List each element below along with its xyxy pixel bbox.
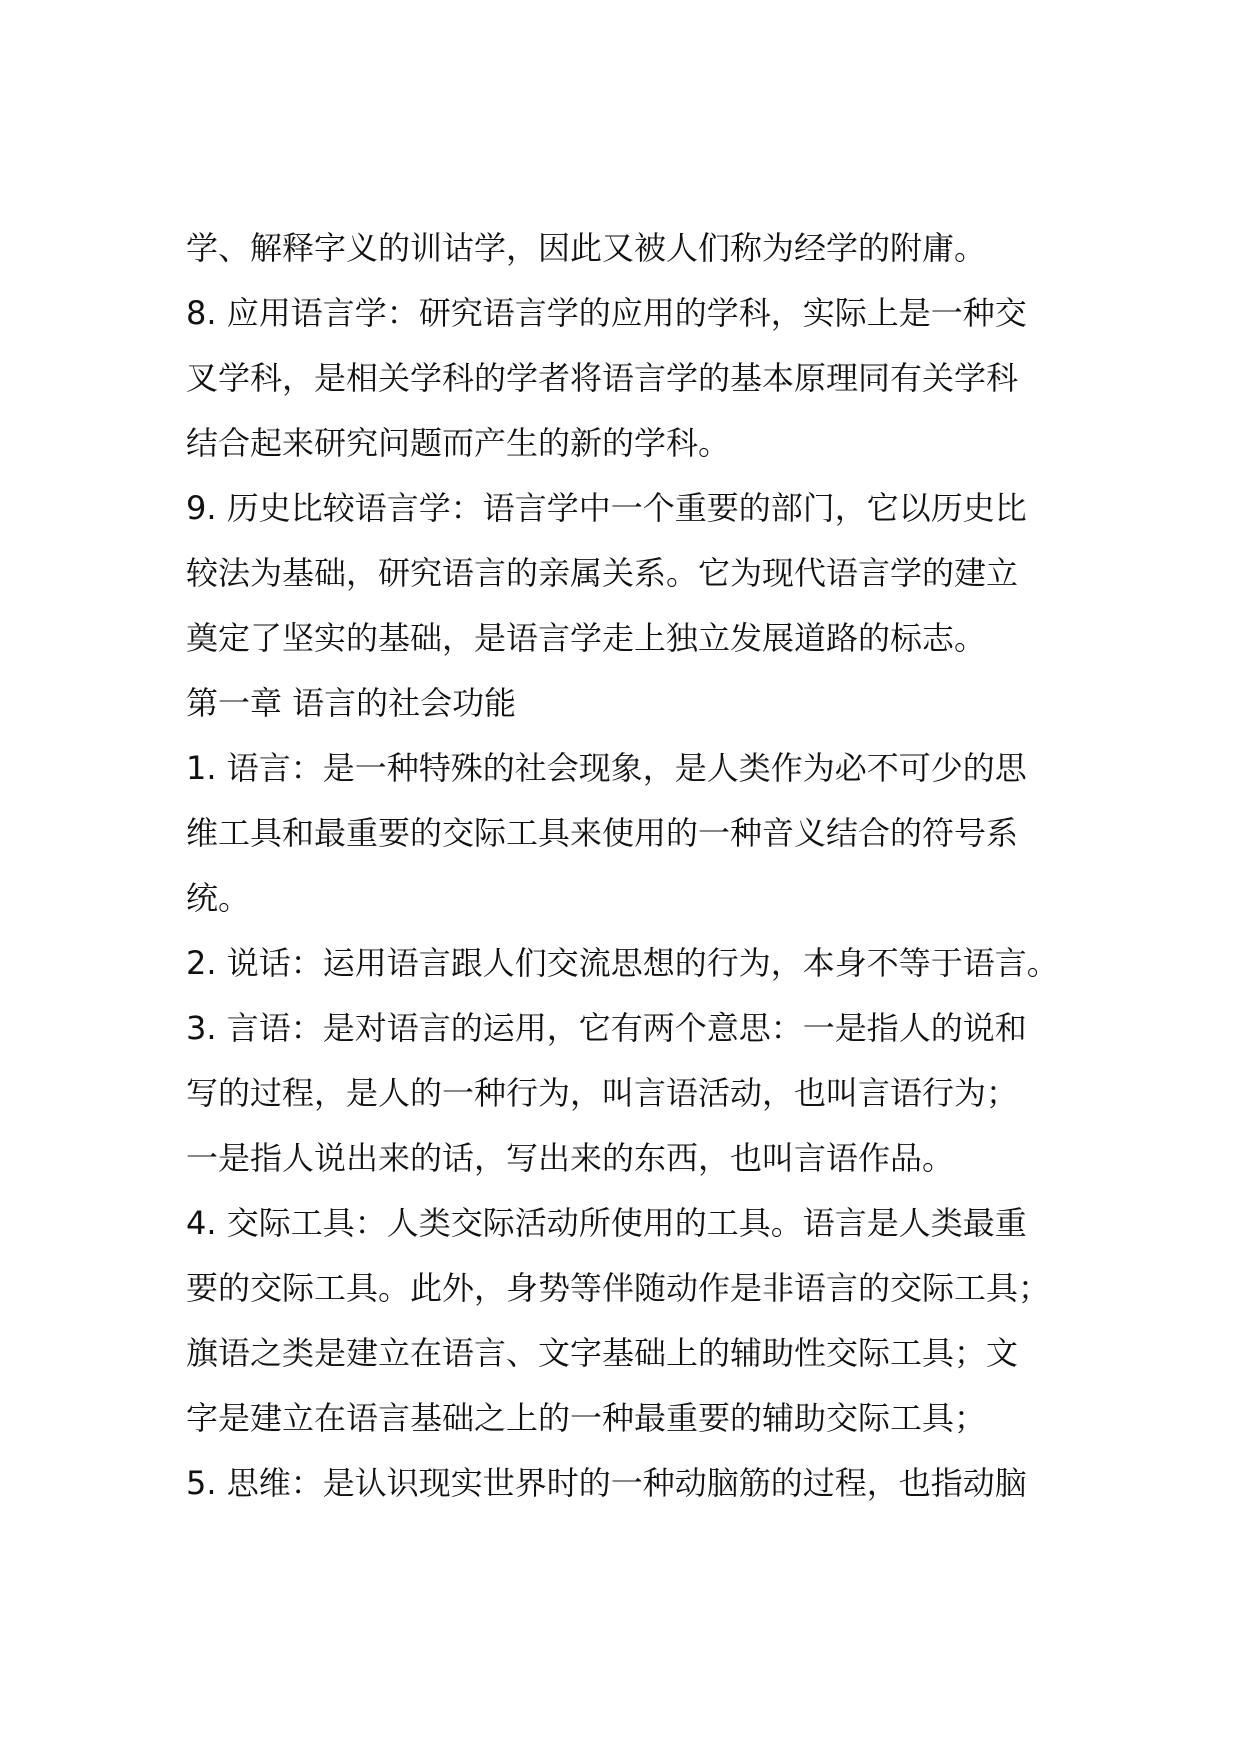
text-line: 较法为基础，研究语言的亲属关系。它为现代语言学的建立 [186, 554, 1019, 592]
text-line: 学、解释字义的训诂学，因此又被人们称为经学的附庸。 [186, 229, 987, 267]
body-text [186, 216, 1086, 1516]
text-line: 写的过程，是人的一种行为，叫言语活动，也叫言语行为； [186, 1074, 1019, 1112]
definition-speech: 3. 言语：是对语言的运用，它有两个意思：一是指人的说和 [186, 1009, 1027, 1047]
text-line: 字是建立在语言基础之上的一种最重要的辅助交际工具； [186, 1399, 987, 1437]
text-line: 要的交际工具。此外，身势等伴随动作是非语言的交际工具； [186, 1269, 1051, 1307]
definition-speaking: 2. 说话：运用语言跟人们交流思想的行为，本身不等于语言。 [186, 944, 1059, 982]
text-line: 结合起来研究问题而产生的新的学科。 [186, 424, 731, 462]
text-line: 维工具和最重要的交际工具来使用的一种音义结合的符号系 [186, 814, 1019, 852]
definition-historical-comparative-linguistics: 9. 历史比较语言学：语言学中一个重要的部门，它以历史比 [186, 489, 1027, 527]
chapter-heading: 第一章 语言的社会功能 [186, 684, 517, 722]
definition-thinking: 5. 思维：是认识现实世界时的一种动脑筋的过程，也指动脑 [186, 1464, 1027, 1502]
definition-language: 1. 语言：是一种特殊的社会现象，是人类作为必不可少的思 [186, 749, 1027, 787]
text-line: 一是指人说出来的话，写出来的东西，也叫言语作品。 [186, 1139, 955, 1177]
text-line: 叉学科，是相关学科的学者将语言学的基本原理同有关学科 [186, 359, 1019, 397]
definition-applied-linguistics: 8. 应用语言学：研究语言学的应用的学科，实际上是一种交 [186, 294, 1027, 332]
text-line: 旗语之类是建立在语言、文字基础上的辅助性交际工具；文 [186, 1334, 1019, 1372]
text-line: 统。 [186, 879, 251, 917]
text-line: 奠定了坚实的基础，是语言学走上独立发展道路的标志。 [186, 619, 987, 657]
definition-communication-tool: 4. 交际工具：人类交际活动所使用的工具。语言是人类最重 [186, 1204, 1027, 1242]
